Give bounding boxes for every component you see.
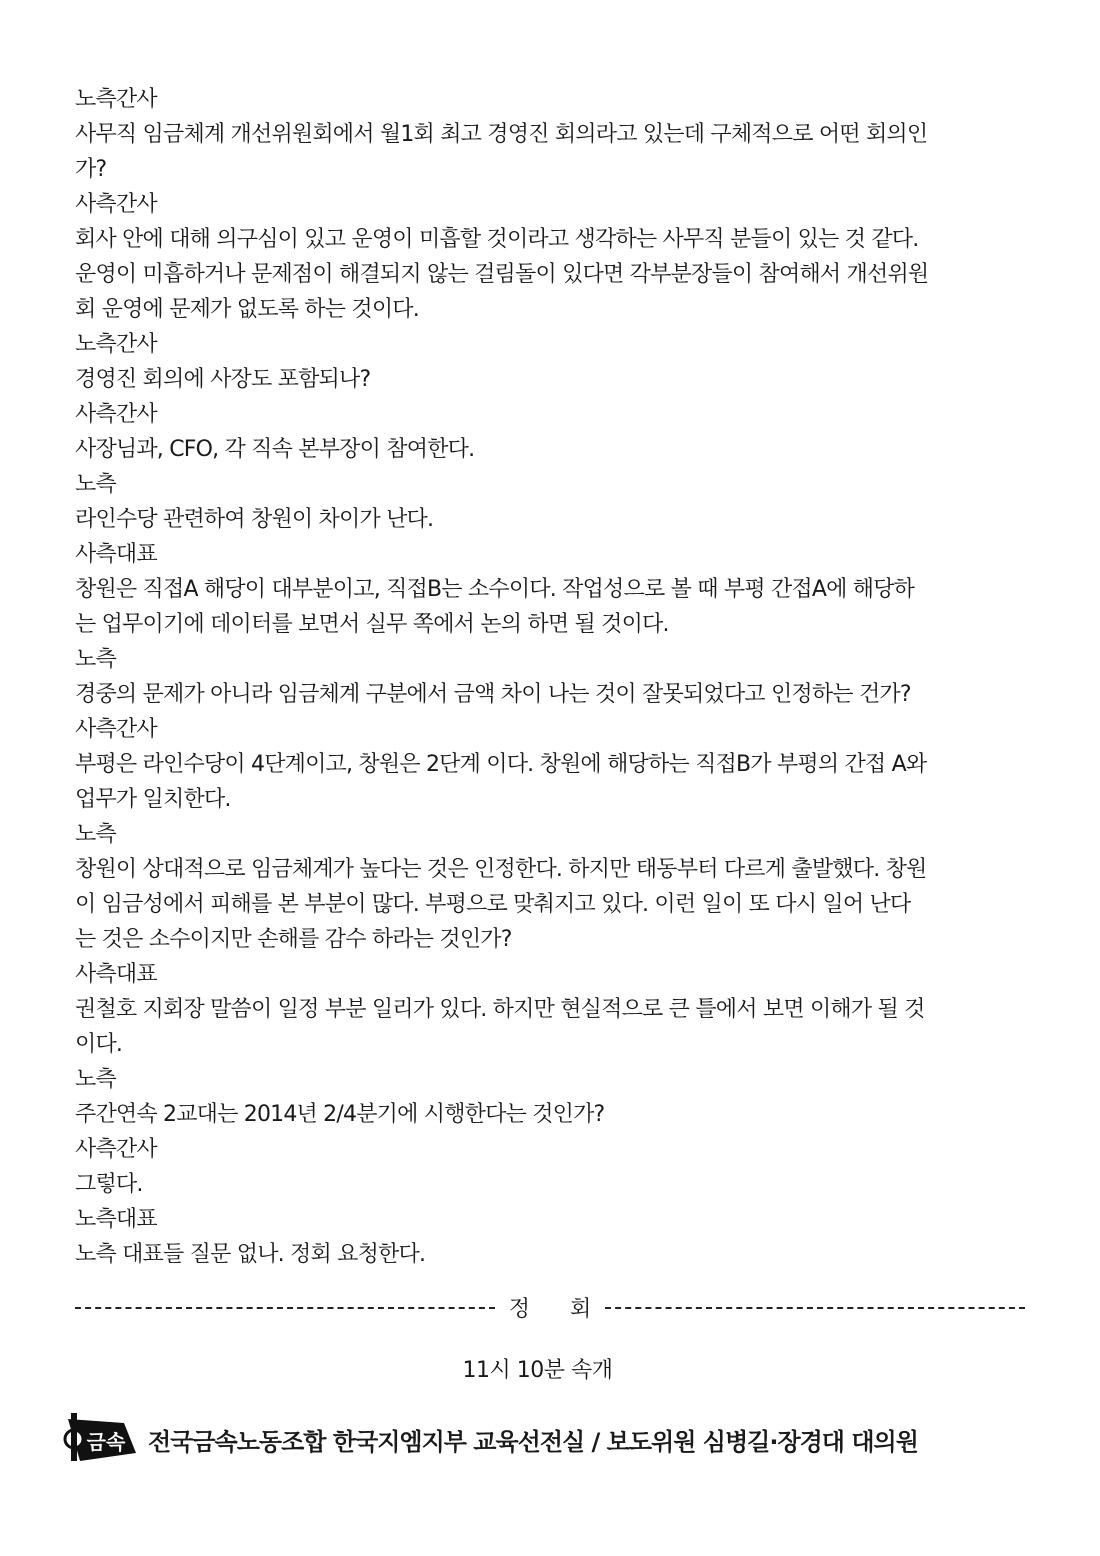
transcript-line: 창원이 상대적으로 임금체계가 높다는 것은 인정한다. 하지만 태동부터 다르게 출발했다. 창원 — [75, 857, 927, 882]
transcript-line: 경영진 회의에 사장도 포함되나? — [75, 367, 371, 392]
divider-dash-right — [605, 1307, 1025, 1309]
transcript-line: 노측 — [75, 1067, 116, 1092]
transcript-line: 주간연속 2교대는 2014년 2/4분기에 시행한다는 것인가? — [75, 1102, 605, 1127]
transcript-line: 가? — [75, 157, 107, 182]
transcript-line: 라인수당 관련하여 창원이 차이가 난다. — [75, 507, 434, 532]
transcript-line: 사측간사 — [75, 192, 157, 217]
transcript-line: 사측대표 — [75, 962, 157, 987]
transcript-line: 는 것은 소수이지만 손해를 감수 하라는 것인가? — [75, 927, 512, 952]
transcript-line: 노측간사 — [75, 87, 157, 112]
transcript — [75, 82, 1030, 1272]
transcript-line: 회사 안에 대해 의구심이 있고 운영이 미흡할 것이라고 생각하는 사무직 분들이 있는 것 같다. — [75, 227, 919, 252]
transcript-line: 노측 — [75, 472, 116, 497]
transcript-line: 노측 — [75, 822, 116, 847]
transcript-line: 이다. — [75, 1032, 123, 1057]
logo-text: 금속 — [86, 1430, 126, 1454]
transcript-line: 사측간사 — [75, 717, 157, 742]
transcript-line: 사무직 임금체계 개선위원회에서 월1회 최고 경영진 회의라고 있는데 구체적으로 어떤 회의인 — [75, 122, 928, 147]
transcript-line: 운영이 미흡하거나 문제점이 해결되지 않는 걸림돌이 있다면 각부분장들이 참여해서 개선위원 — [75, 262, 929, 287]
transcript-line: 그렇다. — [75, 1172, 143, 1197]
transcript-line: 노측간사 — [75, 332, 157, 357]
footer — [62, 1408, 1052, 1470]
transcript-line: 노측 — [75, 647, 116, 672]
transcript-line: 업무가 일치한다. — [75, 787, 231, 812]
transcript-line: 부평은 라인수당이 4단계이고, 창원은 2단계 이다. 창원에 해당하는 직접B가 부평의 간접 A와 — [75, 752, 927, 777]
divider-dash-left — [75, 1307, 495, 1309]
transcript-line: 는 업무이기에 데이터를 보면서 실무 쪽에서 논의 하면 될 것이다. — [75, 612, 669, 637]
transcript-line: 경중의 문제가 아니라 임금체계 구분에서 금액 차이 나는 것이 잘못되었다고 인정하는 건가? — [75, 682, 911, 707]
transcript-line: 이 임금성에서 피해를 본 부분이 많다. 부평으로 맞춰지고 있다. 이런 일이 또 다시 일어 난다 — [75, 892, 911, 917]
transcript-line: 사장님과, CFO, 각 직속 본부장이 참여한다. — [75, 437, 475, 462]
transcript-line: 사측간사 — [75, 1137, 157, 1162]
transcript-line: 노측대표 — [75, 1207, 157, 1232]
transcript-line: 사측대표 — [75, 542, 157, 567]
transcript-line: 사측간사 — [75, 402, 157, 427]
transcript-line: 창원은 직접A 해당이 대부분이고, 직접B는 소수이다. 작업성으로 볼 때 부평 간접A에 해당하 — [75, 577, 915, 602]
transcript-line: 권철호 지회장 말씀이 일정 부분 일리가 있다. 하지만 현실적으로 큰 틀에서 보면 이해가 될 것 — [75, 997, 925, 1022]
resume-time: 11시 10분 속개 — [462, 1358, 613, 1383]
transcript-line: 노측 대표들 질문 없나. 정회 요청한다. — [75, 1242, 426, 1267]
recess-divider — [75, 1290, 1025, 1325]
footer-credit: 전국금속노동조합 한국지엠지부 교육선전실 / 보도위원 심병길·장경대 대의원 — [148, 1427, 918, 1456]
union-logo-icon — [62, 1409, 142, 1469]
recess-label: 정회 — [508, 1297, 632, 1322]
transcript-line: 회 운영에 문제가 없도록 하는 것이다. — [75, 297, 419, 322]
